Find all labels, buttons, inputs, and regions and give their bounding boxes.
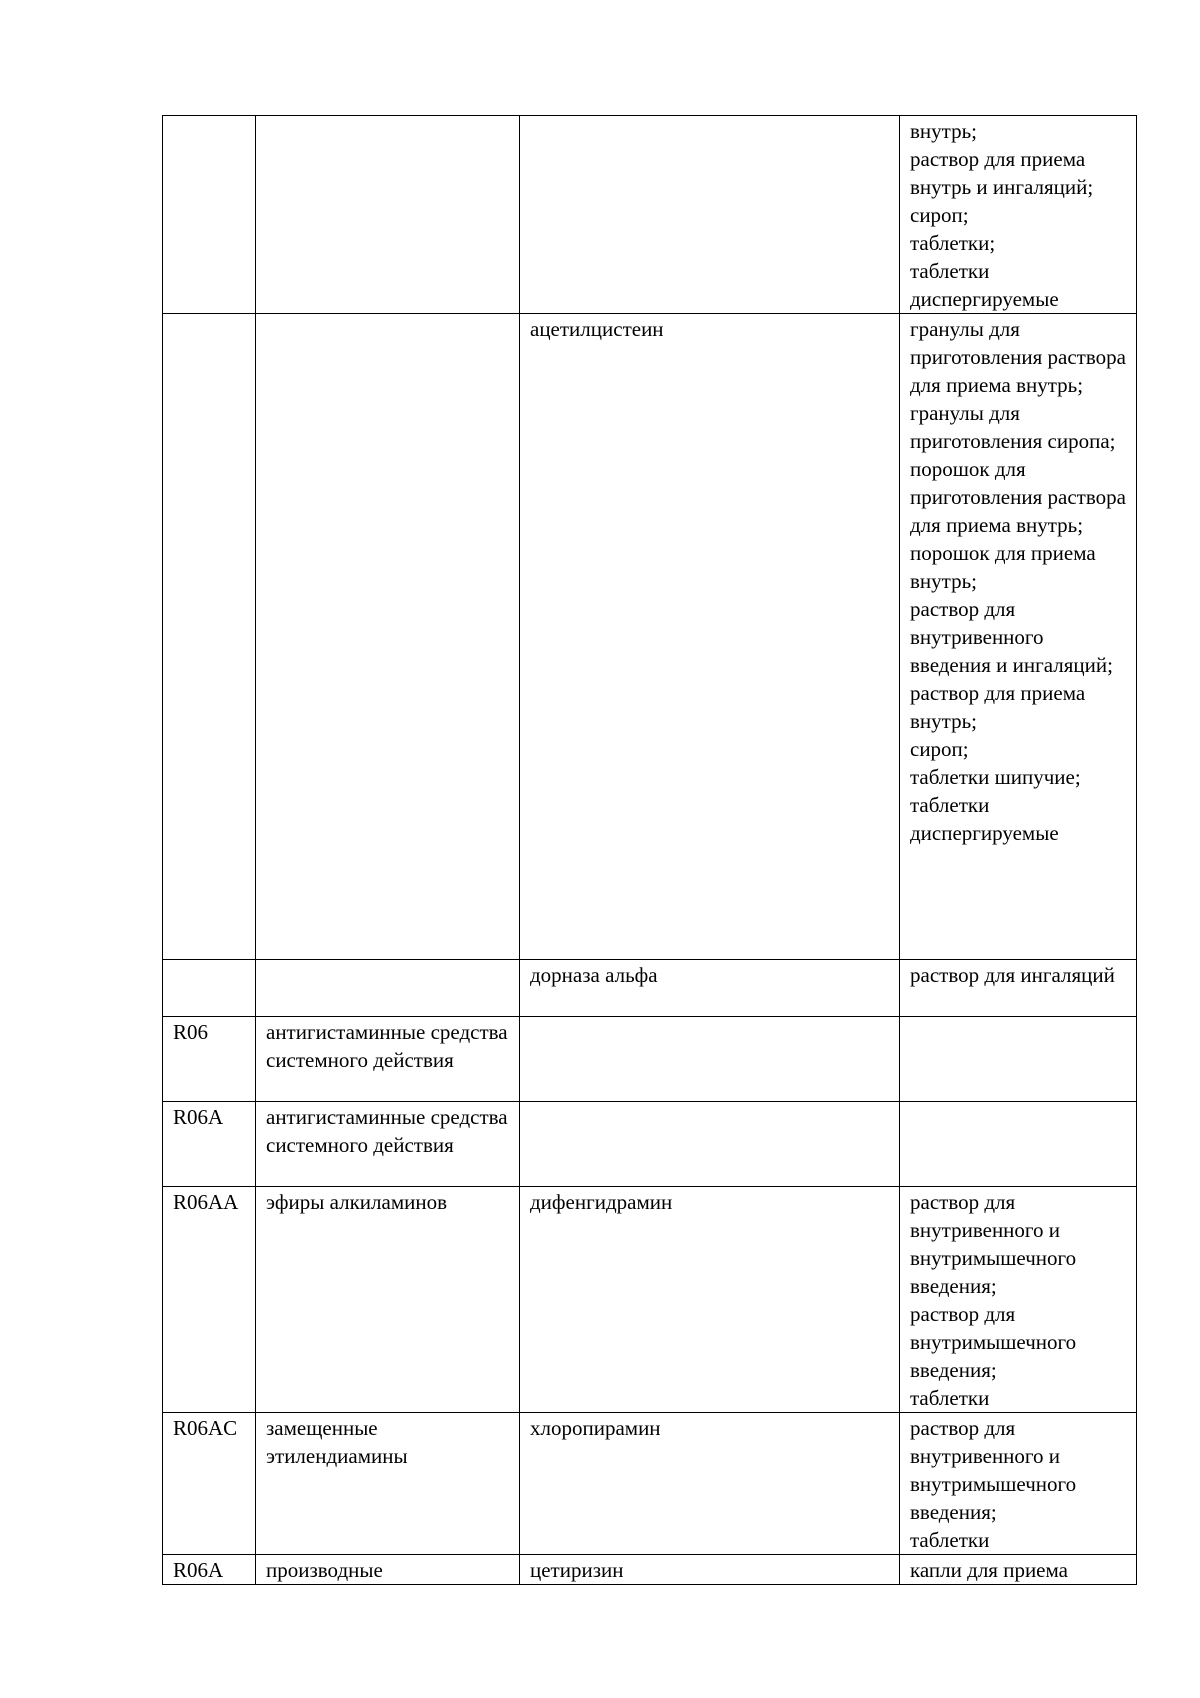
atc-code-cell — [163, 960, 256, 1017]
group-cell: эфиры алкиламинов — [256, 1187, 520, 1413]
group-cell: антигистаминные средства системного действия — [256, 1102, 520, 1187]
group-cell — [256, 116, 520, 314]
table-row — [163, 1017, 1137, 1102]
dosage-forms-cell — [900, 1017, 1137, 1102]
table-row — [163, 116, 1137, 314]
atc-code-cell: R06AC — [163, 1413, 256, 1555]
atc-code-cell — [163, 314, 256, 960]
substance-cell: дифенгидрамин — [520, 1187, 900, 1413]
group-cell: производные — [256, 1555, 520, 1585]
dosage-forms-cell: капли для приема — [900, 1555, 1137, 1585]
substance-cell: ацетилцистеин — [520, 314, 900, 960]
table-row — [163, 1413, 1137, 1555]
atc-code-cell: R06A — [163, 1555, 256, 1585]
atc-code-cell — [163, 116, 256, 314]
substance-cell — [520, 1102, 900, 1187]
dosage-forms-cell: внутрь; раствор для приема внутрь и ингаляций; сироп; таблетки; таблетки диспергируемые — [900, 116, 1137, 314]
dosage-forms-cell: раствор для внутривенного и внутримышечного введения; раствор для внутримышечного введения; таблетки — [900, 1187, 1137, 1413]
table-row — [163, 1187, 1137, 1413]
substance-cell: хлоропирамин — [520, 1413, 900, 1555]
atc-code-cell: R06A — [163, 1102, 256, 1187]
substance-cell: цетиризин — [520, 1555, 900, 1585]
substance-cell: дорназа альфа — [520, 960, 900, 1017]
table-row — [163, 1555, 1137, 1585]
dosage-forms-cell: раствор для ингаляций — [900, 960, 1137, 1017]
group-cell — [256, 314, 520, 960]
atc-code-cell: R06 — [163, 1017, 256, 1102]
drug-table — [162, 115, 1137, 1585]
table-row — [163, 960, 1137, 1017]
table-row — [163, 314, 1137, 960]
substance-cell — [520, 116, 900, 314]
group-cell: антигистаминные средства системного действия — [256, 1017, 520, 1102]
dosage-forms-cell: гранулы для приготовления раствора для приема внутрь; гранулы для приготовления сиропа; порошок для приготовления раствора для приема внутрь; порошок для приема внутрь; раствор для внутривенного введения и ингаляций; раствор для приема внутрь; сироп; таблетки шипучие; таблетки диспергируемые — [900, 314, 1137, 960]
group-cell — [256, 960, 520, 1017]
dosage-forms-cell — [900, 1102, 1137, 1187]
table-row — [163, 1102, 1137, 1187]
dosage-forms-cell: раствор для внутривенного и внутримышечного введения; таблетки — [900, 1413, 1137, 1555]
group-cell: замещенные этилендиамины — [256, 1413, 520, 1555]
atc-code-cell: R06AA — [163, 1187, 256, 1413]
substance-cell — [520, 1017, 900, 1102]
